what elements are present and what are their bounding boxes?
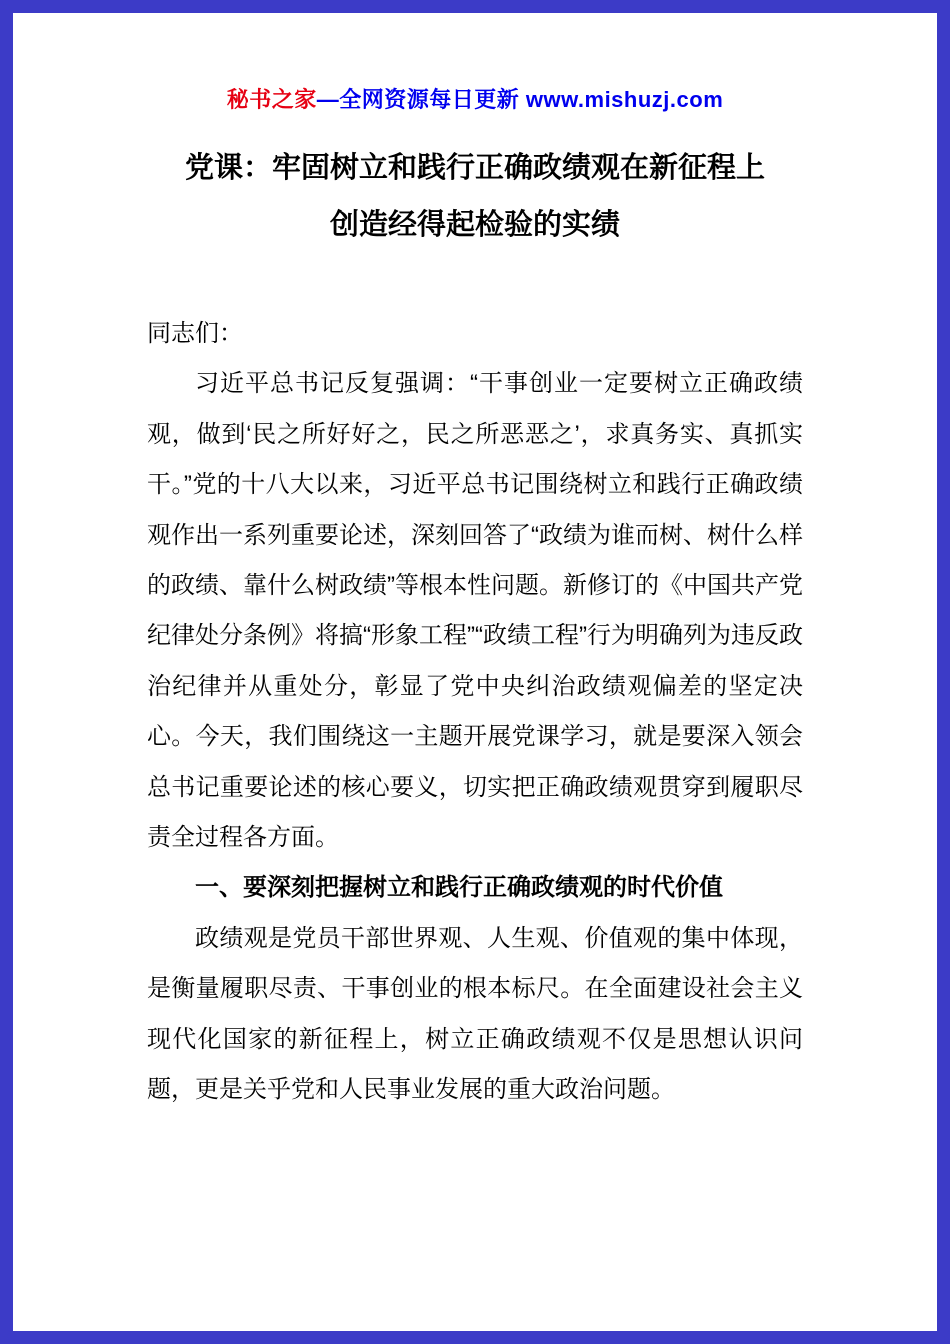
document-page — [13, 13, 937, 1331]
title-line-1: 党课：牢固树立和践行正确政绩观在新征程上 — [184, 152, 765, 184]
site-brand: 秘书之家 — [226, 87, 317, 112]
paragraph-2: 政绩观是党员干部世界观、人生观、价值观的集中体现，是衡量履职尽责、干事创业的根本标尺。在全面建设社会主义现代化国家的新征程上，树立正确政绩观不仅是思想认识问题，更是关乎党和人民事业发展的重大政治问题。 — [147, 924, 803, 1103]
site-tagline: —全网资源每日更新 — [316, 87, 526, 112]
document-title — [147, 140, 803, 253]
paragraph-1: 习近平总书记反复强调：“干事创业一定要树立正确政绩观，做到‘民之所好好之，民之所恶恶之’，求真务实、真抓实干。”党的十八大以来，习近平总书记围绕树立和践行正确政绩观作出一系列重要论述，深刻回答了“政绩为谁而树、树什么样的政绩、靠什么树政绩”等根本性问题。新修订的《中国共产党纪律处分条例》将搞“形象工程”“政绩工程”行为明确列为违反政治纪律并从重处分，彰显了党中央纠治政绩观偏差的坚定决心。今天，我们围绕这一主题开展党课学习，就是要深入领会总书记重要论述的核心要义，切实把正确政绩观贯穿到履职尽责全过程各方面。 — [147, 370, 803, 851]
title-line-2: 创造经得起检验的实绩 — [329, 208, 620, 241]
site-header — [147, 83, 803, 114]
section-heading-1: 一、要深刻把握树立和践行正确政绩观的时代价值 — [195, 874, 723, 902]
salutation: 同志们： — [147, 320, 243, 348]
site-url-link[interactable]: www.mishuzj.com — [525, 87, 724, 112]
document-body — [147, 309, 803, 1115]
